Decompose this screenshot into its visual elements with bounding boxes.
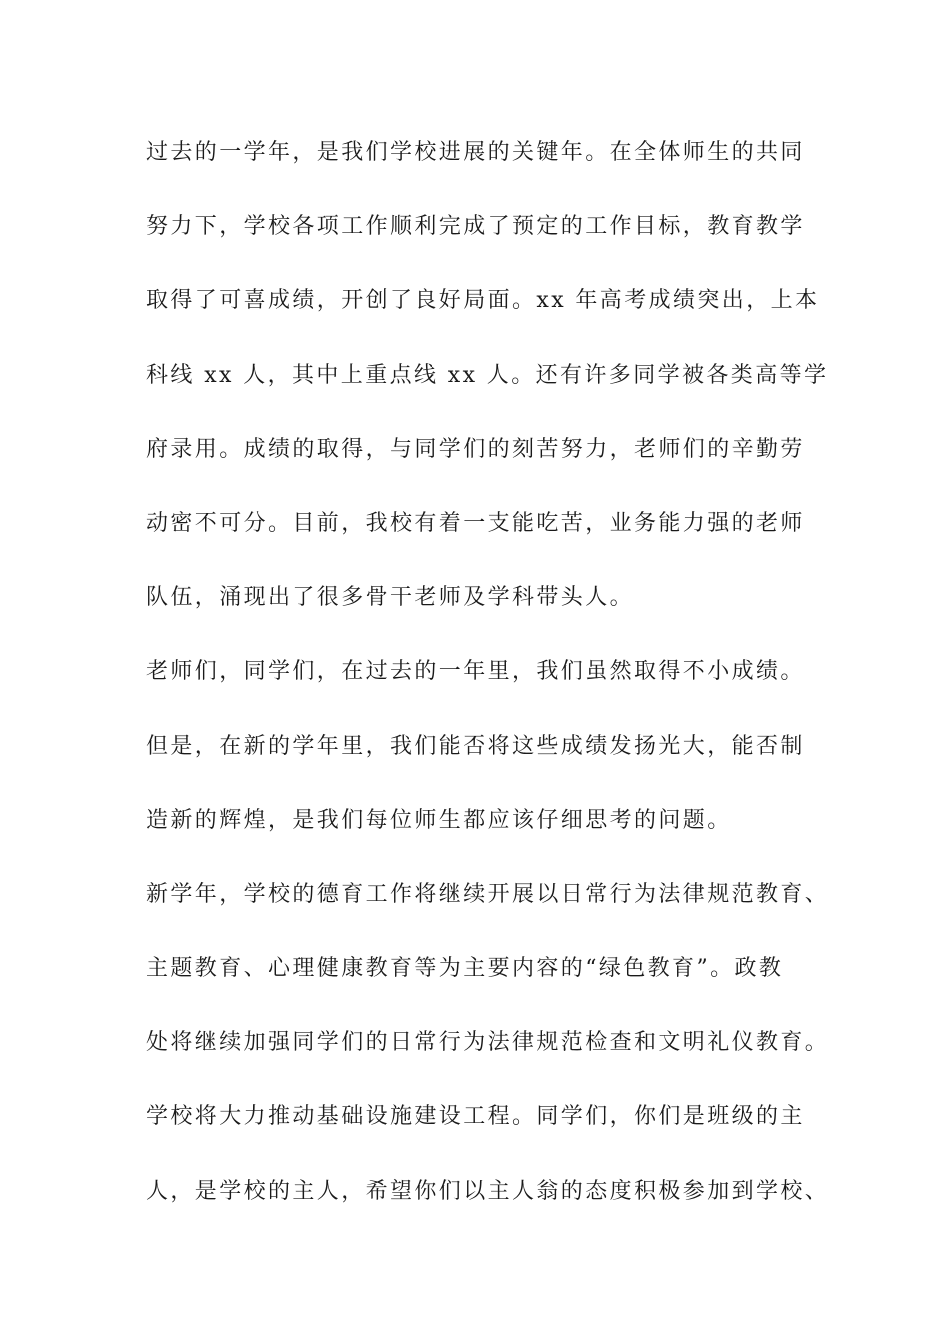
text-line: 老师们，同学们，在过去的一年里，我们虽然取得不小成绩。: [146, 659, 805, 685]
text-line: 处将继续加强同学们的日常行为法律规范检查和文明礼仪教育。: [146, 1030, 830, 1056]
text-line: 造新的辉煌，是我们每位师生都应该仔细思考的问题。: [146, 807, 732, 833]
text-line: 队伍，涌现出了很多骨干老师及学科带头人。: [146, 585, 635, 611]
text-line: 取得了可喜成绩，开创了良好局面。xx 年高考成绩突出，上本: [146, 288, 820, 314]
text-line: 学校将大力推动基础设施建设工程。同学们，你们是班级的主: [146, 1104, 805, 1130]
text-line: 过去的一学年，是我们学校进展的关键年。在全体师生的共同: [146, 140, 805, 165]
text-line: 人，是学校的主人，希望你们以主人翁的态度积极参加到学校、: [146, 1178, 830, 1204]
text-line: 但是，在新的学年里，我们能否将这些成绩发扬光大，能否制: [146, 733, 805, 759]
document-body: [146, 130, 830, 1243]
text-line: 府录用。成绩的取得，与同学们的刻苦努力，老师们的辛勤劳: [146, 436, 805, 462]
text-line: 主题教育、心理健康教育等为主要内容的“绿色教育”。政教: [146, 956, 784, 982]
text-line: 科线 xx 人，其中上重点线 xx 人。还有许多同学被各类高等学: [146, 362, 829, 388]
text-line: 动密不可分。目前，我校有着一支能吃苦，业务能力强的老师: [146, 510, 805, 536]
text-line: 新学年，学校的德育工作将继续开展以日常行为法律规范教育、: [146, 881, 830, 907]
text-line: 努力下，学校各项工作顺利完成了预定的工作目标，教育教学: [146, 214, 805, 240]
